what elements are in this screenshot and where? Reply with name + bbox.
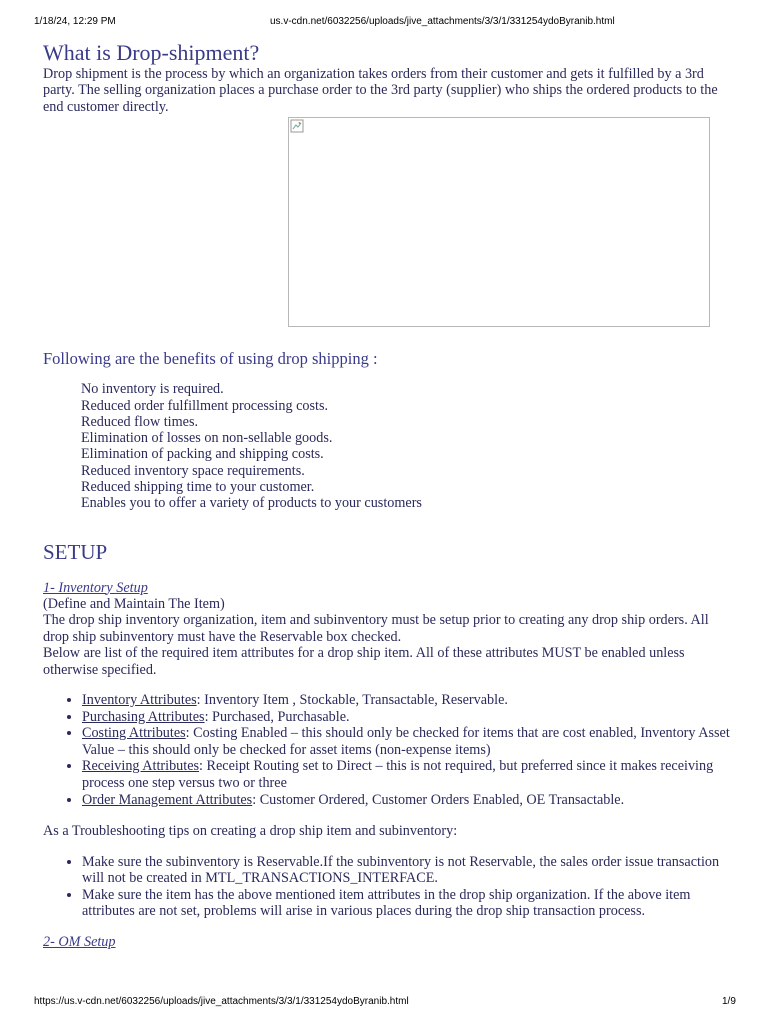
page-number: 1/9: [722, 996, 736, 1007]
list-item: [82, 792, 733, 809]
list-item: [82, 725, 733, 758]
item-attributes-paragraph: Below are list of the required item attributes for a drop ship item. All of these attributes MUST be enabled unless otherwise specified.: [43, 645, 685, 678]
attribute-text: : Purchased, Purchasable.: [204, 708, 350, 725]
list-item: Enables you to offer a variety of products to your customers: [81, 495, 422, 512]
list-item: Reduced order fulfillment processing costs.: [81, 397, 329, 414]
broken-image-icon: [290, 119, 304, 133]
inventory-setup-paragraph: The drop ship inventory organization, item and subinventory must be setup prior to creating any drop ship orders. All drop ship subinventory must have the Reservable box checked.: [43, 612, 709, 645]
troubleshooting-list: [43, 854, 733, 920]
item-attributes-list: [43, 692, 733, 808]
attribute-name: Inventory Attributes: [82, 692, 197, 709]
setup-heading: SETUP: [43, 539, 108, 564]
attribute-text: : Inventory Item , Stockable, Transactable, Reservable.: [196, 692, 508, 709]
attribute-text: : Costing Enabled – this should only be checked for items that are cost enabled, Inventory Asset Value – this should only be checked for asset items (non-expense items): [82, 725, 730, 758]
page-title: What is Drop-shipment?: [43, 40, 260, 65]
list-item: Reduced shipping time to your customer.: [81, 479, 315, 495]
attribute-name: Costing Attributes: [82, 725, 186, 742]
inventory-setup-subtitle: (Define and Maintain The Item): [43, 596, 225, 612]
list-item: Elimination of packing and shipping costs.: [81, 446, 324, 463]
print-footer-url: https://us.v-cdn.net/6032256/uploads/jive_attachments/3/3/1/331254ydoByranib.html: [34, 996, 409, 1007]
intro-paragraph: Drop shipment is the process by which an organization takes orders from their customer and gets it fulfilled by a 3rd party. The selling organization places a purchase order to the 3rd party (supplier) who ships the ordered products to the end customer directly.: [43, 66, 718, 115]
benefits-heading: Following are the benefits of using drop shipping :: [43, 349, 378, 369]
document-body: [43, 40, 733, 950]
list-item: [82, 709, 733, 726]
broken-image: [288, 117, 710, 327]
attribute-text: : Customer Ordered, Customer Orders Enabled, OE Transactable.: [252, 791, 625, 808]
troubleshooting-intro: As a Troubleshooting tips on creating a drop ship item and subinventory:: [43, 823, 458, 840]
print-datetime: 1/18/24, 12:29 PM: [34, 16, 116, 27]
list-item: [82, 758, 733, 791]
print-header-url: us.v-cdn.net/6032256/uploads/jive_attachments/3/3/1/331254ydoByranib.html: [270, 16, 615, 27]
list-item: Elimination of losses on non-sellable goods.: [81, 430, 333, 447]
list-item: • Make sure the item has the above mentioned item attributes in the drop ship organization. If the above item attributes are not set, problems will arise in various places during the drop ship transaction process.: [82, 887, 733, 920]
inventory-setup-link[interactable]: 1- Inventory Setup: [43, 579, 148, 596]
attribute-name: Purchasing Attributes: [82, 708, 205, 725]
benefits-list: [81, 381, 733, 511]
list-item: Reduced inventory space requirements.: [81, 462, 305, 479]
om-setup-link[interactable]: 2- OM Setup: [43, 933, 116, 950]
list-item: No inventory is required.: [81, 381, 224, 398]
attribute-name: Receiving Attributes: [82, 758, 200, 775]
list-item: [82, 692, 733, 709]
attribute-name: Order Management Attributes: [82, 791, 253, 808]
attribute-text: : Receipt Routing set to Direct – this is not required, but preferred since it makes receiving process one step versus two or three: [82, 758, 714, 791]
list-item: Reduced flow times.: [81, 413, 199, 430]
list-item: • Make sure the subinventory is Reservable.If the subinventory is not Reservable, the sales order issue transaction will not be created in MTL_TRANSACTIONS_INTERFACE.: [82, 854, 733, 887]
